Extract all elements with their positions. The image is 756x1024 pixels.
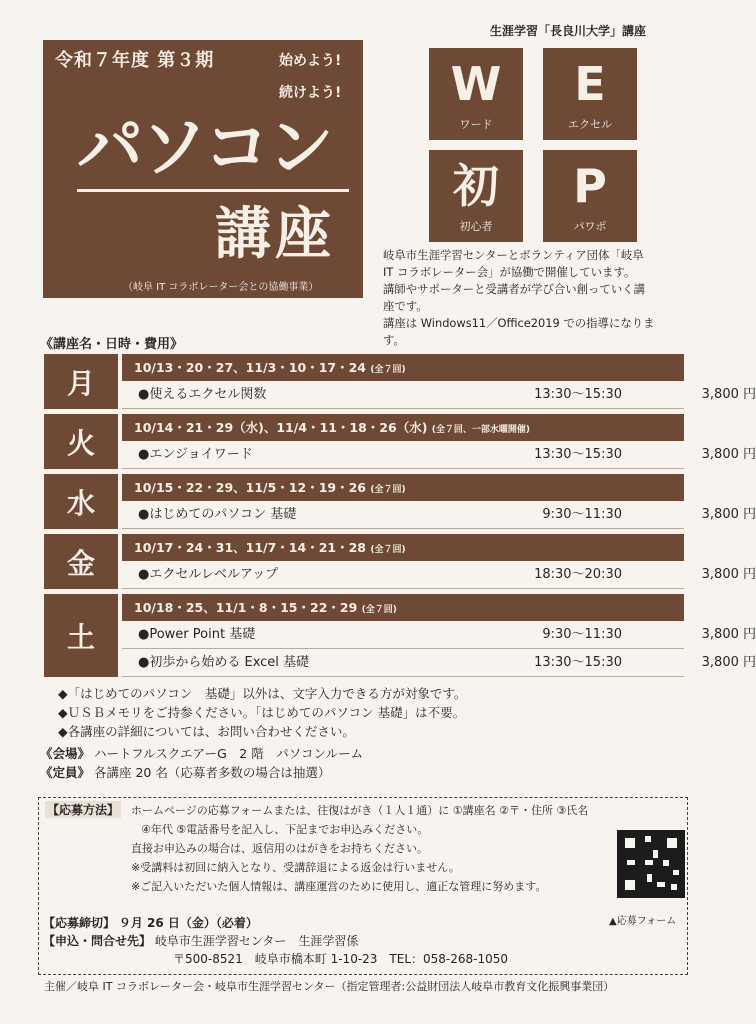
day-group-monday	[44, 354, 756, 409]
title-block	[43, 40, 363, 298]
venue-info	[40, 744, 363, 782]
beginner-icon: 初	[453, 159, 499, 213]
catchphrase-1: 始めよう!	[279, 53, 342, 69]
course-row	[122, 441, 756, 469]
powerpoint-icon: P	[573, 159, 607, 213]
course-fee: 3,800 円	[701, 567, 756, 582]
intro-line: 岐阜市生涯学習センターとボランティア団体「岐阜	[383, 248, 644, 262]
course-name: ●初歩から始める Excel 基礎	[138, 655, 310, 670]
dates: 10/18・25、11/1・8・15・22・29	[134, 600, 358, 615]
course-row	[122, 561, 756, 589]
dates: 10/13・20・27、11/3・10・17・24	[134, 360, 366, 375]
word-icon: W	[450, 57, 502, 111]
intro-line: IT コラボレーター会」が協働で開催しています。	[383, 265, 636, 279]
course-row	[122, 649, 756, 677]
deadline-label: 【応募締切】	[43, 916, 116, 930]
apply-label: 【応募方法】	[47, 803, 120, 817]
course-name: ●Power Point 基礎	[138, 627, 256, 642]
dates-note: (全７回、一部水曜開催)	[431, 425, 531, 435]
schedule-table	[44, 354, 756, 682]
subtitle: 生涯学習「長良川大学」講座	[490, 24, 647, 38]
tile-caption: 初心者	[459, 220, 493, 233]
tile-caption: ワード	[459, 118, 493, 131]
contact-address: 〒500-8521 岐阜市橋本町 1-10-23 TEL：058-268-1050	[173, 952, 509, 966]
course-time: 13:30～15:30	[534, 447, 622, 462]
course-fee: 3,800 円	[701, 627, 756, 642]
venue-label: 《会場》	[40, 746, 91, 761]
excel-icon: E	[574, 57, 606, 111]
intro-line: 講座は Windows11／Office2019 での指導になりま	[383, 316, 655, 330]
course-name: ●エクセルレベルアップ	[138, 567, 279, 582]
apply-text	[131, 801, 631, 896]
course-fee: 3,800 円	[701, 655, 756, 670]
date-row	[122, 354, 684, 381]
term-label: 令和７年度 第３期	[55, 50, 215, 71]
dates-note: (全７回)	[370, 485, 406, 495]
qr-caption: ▲応募フォーム	[609, 916, 677, 927]
apply-line: ④年代 ⑤電話番号を記入し、下記までお申込みください。	[141, 823, 429, 836]
day-label: 月	[44, 354, 118, 409]
day-label: 火	[44, 414, 118, 469]
course-row	[122, 621, 756, 649]
dates: 10/15・22・29、11/5・12・19・26	[134, 480, 366, 495]
contact-value: 岐阜市生涯学習センター 生涯学習係	[154, 934, 359, 948]
course-time: 13:30～15:30	[534, 387, 622, 402]
tile-caption: パワポ	[573, 220, 607, 233]
deadline-value: ９月 26 日（金）（必着）	[118, 916, 258, 930]
day-group-tuesday	[44, 414, 756, 469]
date-row	[122, 474, 684, 501]
course-name: ●はじめてのパソコン 基礎	[138, 507, 297, 522]
dates-note: (全７回)	[370, 545, 406, 555]
dates-note: (全７回)	[361, 605, 397, 615]
course-time: 9:30～11:30	[542, 507, 622, 522]
day-label: 水	[44, 474, 118, 529]
dates-note: (全７回)	[370, 365, 406, 375]
note-item: ◆各講座の詳細については、お問い合わせください。	[58, 724, 355, 739]
footer-sponsor: 主催／岐阜 IT コラボレーター会・岐阜市生涯学習センター（指定管理者:公益財団法人岐阜市教育文化振興事業団）	[44, 980, 615, 993]
contact-label: 【申込・問合せ先】	[43, 934, 152, 948]
intro-line: 座です。	[383, 299, 428, 313]
apply-box	[38, 797, 688, 975]
word-tile	[429, 48, 523, 140]
course-name: ●エンジョイワード	[138, 447, 253, 462]
apply-line: ※受講料は初回に納入となり、受講辞退による返金は行いません。	[131, 861, 460, 874]
course-row	[122, 381, 756, 409]
collab-note: （岐阜 IT コラボレーター会との協働事業）	[123, 282, 319, 293]
course-fee: 3,800 円	[701, 447, 756, 462]
intro-line: 講師やサポーターと受講者が学び合い創っていく講	[383, 282, 645, 296]
date-row	[122, 534, 684, 561]
beginner-tile	[429, 150, 523, 242]
apply-line: 直接お申込みの場合は、返信用のはがきをお持ちください。	[131, 842, 428, 855]
course-fee: 3,800 円	[701, 507, 756, 522]
schedule-heading: 《講座名・日時・費用》	[40, 337, 184, 352]
title-sub: 講座	[215, 202, 335, 267]
course-row	[122, 501, 756, 529]
intro-text	[383, 247, 693, 349]
date-row	[122, 594, 684, 621]
course-fee: 3,800 円	[701, 387, 756, 402]
apply-line: ※ご記入いただいた個人情報は、講座運営のために使用し、適正な管理に努めます。	[131, 880, 547, 893]
dates: 10/14・21・29（水)、11/4・11・18・26（水)	[134, 420, 428, 435]
qr-code-icon[interactable]	[617, 830, 685, 898]
apply-line: ホームページの応募フォームまたは、往復はがき（１人１通）に ①講座名 ②〒・住所 ③氏名	[131, 804, 589, 817]
day-group-wednesday	[44, 474, 756, 529]
catchphrase-2: 続けよう!	[279, 85, 342, 101]
course-time: 13:30～15:30	[534, 655, 622, 670]
date-row	[122, 414, 684, 441]
capacity-label: 《定員》	[40, 765, 91, 780]
capacity-value: 各講座 20 名（応募者多数の場合は抽選）	[94, 765, 331, 780]
course-name: ●使えるエクセル関数	[138, 387, 267, 402]
powerpoint-tile	[543, 150, 637, 242]
course-time: 18:30～20:30	[534, 567, 622, 582]
title-main: パソコン	[77, 109, 332, 186]
deadline-contact	[43, 914, 508, 968]
course-time: 9:30～11:30	[542, 627, 622, 642]
day-group-saturday	[44, 594, 756, 677]
venue-value: ハートフルスクエアーG 2 階 パソコンルーム	[94, 746, 364, 761]
day-label: 土	[44, 594, 118, 677]
dates: 10/17・24・31、11/7・14・21・28	[134, 540, 366, 555]
note-item: ◆ＵＳＢメモリをご持参ください。「はじめてのパソコン 基礎」は不要。	[58, 705, 466, 720]
note-item: ◆「はじめてのパソコン 基礎」以外は、文字入力できる方が対象です。	[58, 686, 467, 701]
tile-caption: エクセル	[568, 118, 612, 131]
day-group-friday	[44, 534, 756, 589]
notes-list	[58, 684, 466, 741]
intro-line: す。	[383, 333, 405, 347]
excel-tile	[543, 48, 637, 140]
day-label: 金	[44, 534, 118, 589]
